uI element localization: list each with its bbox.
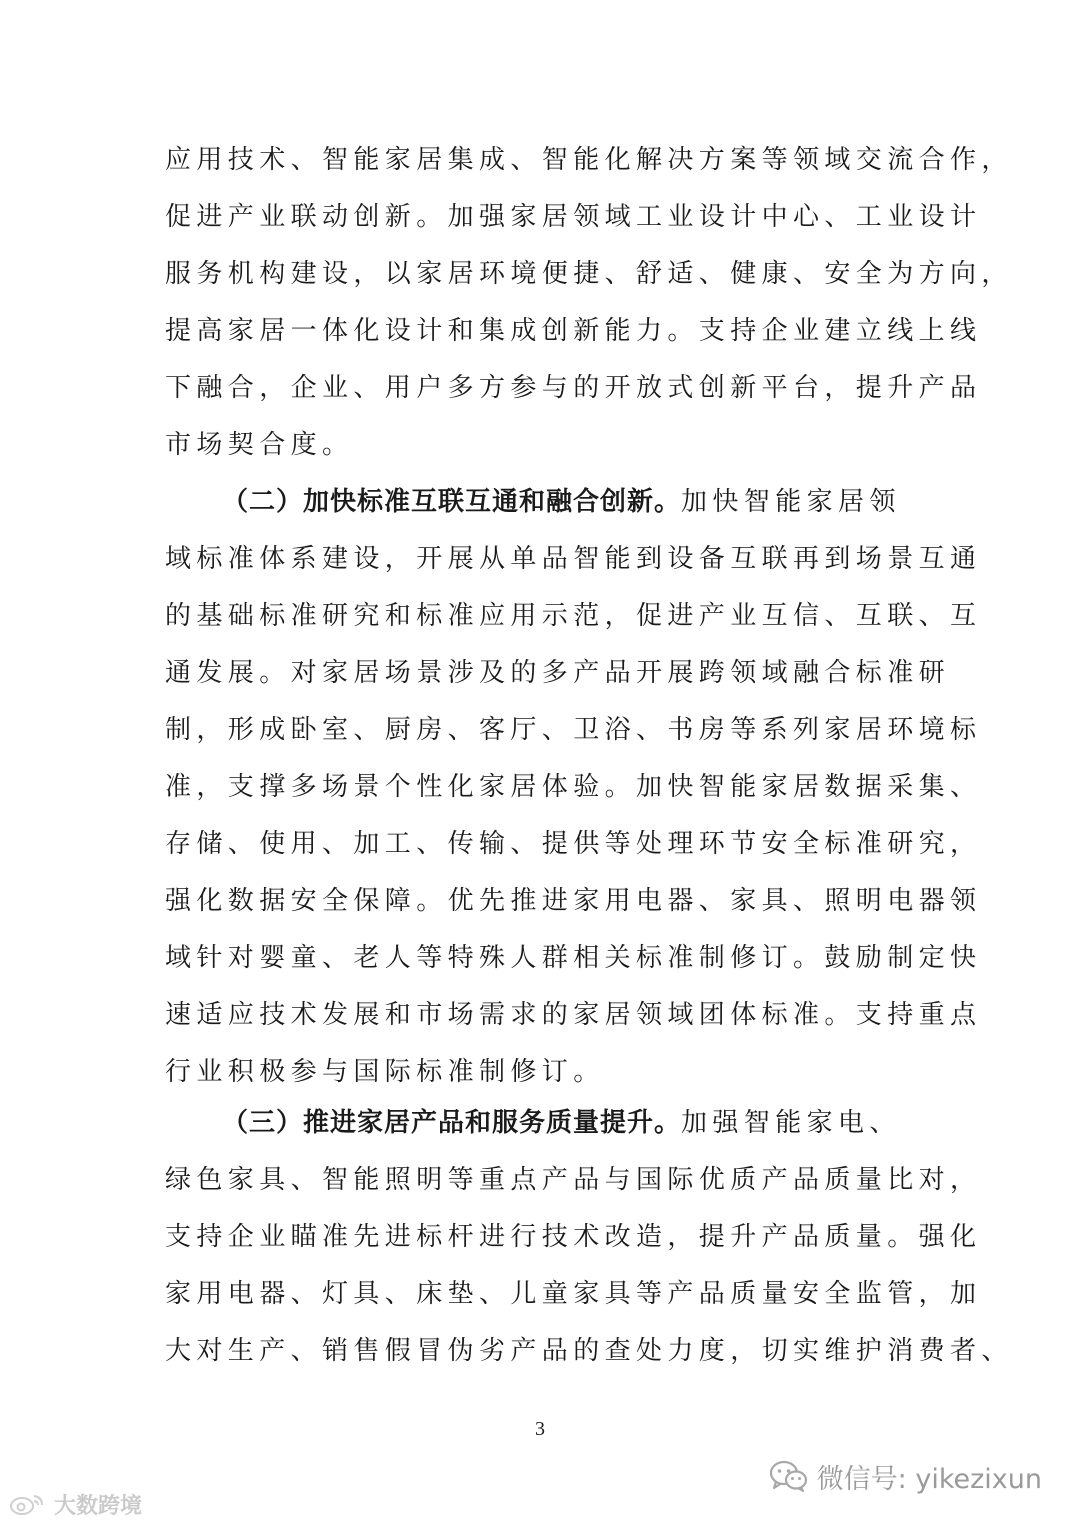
text-line: 大对生产、销售假冒伪劣产品的查处力度，切实维护消费者、	[165, 1336, 1013, 1366]
text-line: 提高家居一体化设计和集成创新能力。支持企业建立线上线	[165, 316, 982, 346]
corner-logo	[8, 1488, 142, 1520]
section-3-first-line	[165, 1095, 917, 1152]
text-line: 域标准体系建设，开展从单品智能到设备互联再到场景互通	[165, 544, 982, 574]
text-line: 应用技术、智能家居集成、智能化解决方案等领域交流合作，	[165, 145, 1013, 175]
text-line: 存储、使用、加工、传输、提供等处理环节安全标准研究，	[165, 829, 982, 859]
text-line: 行业积极参与国际标准制修订。	[165, 1057, 605, 1087]
section-2-heading: （二）加快标准互联互通和融合创新。	[222, 487, 682, 517]
section-2-paragraph	[165, 474, 982, 1101]
text-line: 家用电器、灯具、床垫、儿童家具等产品质量安全监管，加	[165, 1279, 982, 1309]
wechat-icon	[769, 1459, 809, 1493]
text-line: 速适应技术发展和市场需求的家居领域团体标准。支持重点	[165, 1000, 982, 1030]
section-3-heading: （三）推进家居产品和服务质量提升。	[222, 1108, 682, 1138]
paragraph-continuation	[165, 132, 1013, 474]
text-line: 强化数据安全保障。优先推进家用电器、家具、照明电器领	[165, 886, 982, 916]
text-line: 市场契合度。	[165, 430, 354, 460]
text-line: 通发展。对家居场景涉及的多产品开展跨领域融合标准研	[165, 658, 951, 688]
text-line: 支持企业瞄准先进标杆进行技术改造，提升产品质量。强化	[165, 1222, 982, 1252]
section-3-paragraph	[165, 1095, 1013, 1380]
section-2-first-line	[165, 474, 917, 531]
text-line: 域针对婴童、老人等特殊人群相关标准制修订。鼓励制定快	[165, 943, 982, 973]
text-line: 准，支撑多场景个性化家居体验。加快智能家居数据采集、	[165, 772, 982, 802]
text-line: 制，形成卧室、厨房、客厅、卫浴、书房等系列家居环境标	[165, 715, 982, 745]
text-line: 绿色家具、智能照明等重点产品与国际优质产品质量比对，	[165, 1165, 982, 1195]
corner-logo-text: 大数跨境	[54, 1493, 143, 1519]
text-line: 促进产业联动创新。加强家居领域工业设计中心、工业设计	[165, 202, 982, 232]
wechat-id-text: 微信号: yikezixun	[816, 1463, 1042, 1495]
wechat-watermark	[769, 1456, 1042, 1496]
weibo-icon	[8, 1492, 48, 1516]
text-line: 的基础标准研究和标准应用示范，促进产业互信、互联、互	[165, 601, 982, 631]
text-line: 服务机构建设，以家居环境便捷、舒适、健康、安全为方向，	[165, 259, 1013, 289]
text-line-rest: 加快智能家居领	[681, 487, 901, 517]
text-line-rest: 加强智能家电、	[681, 1108, 901, 1138]
text-line: 下融合，企业、用户多方参与的开放式创新平台，提升产品	[165, 373, 982, 403]
page-number: 3	[535, 1418, 545, 1440]
